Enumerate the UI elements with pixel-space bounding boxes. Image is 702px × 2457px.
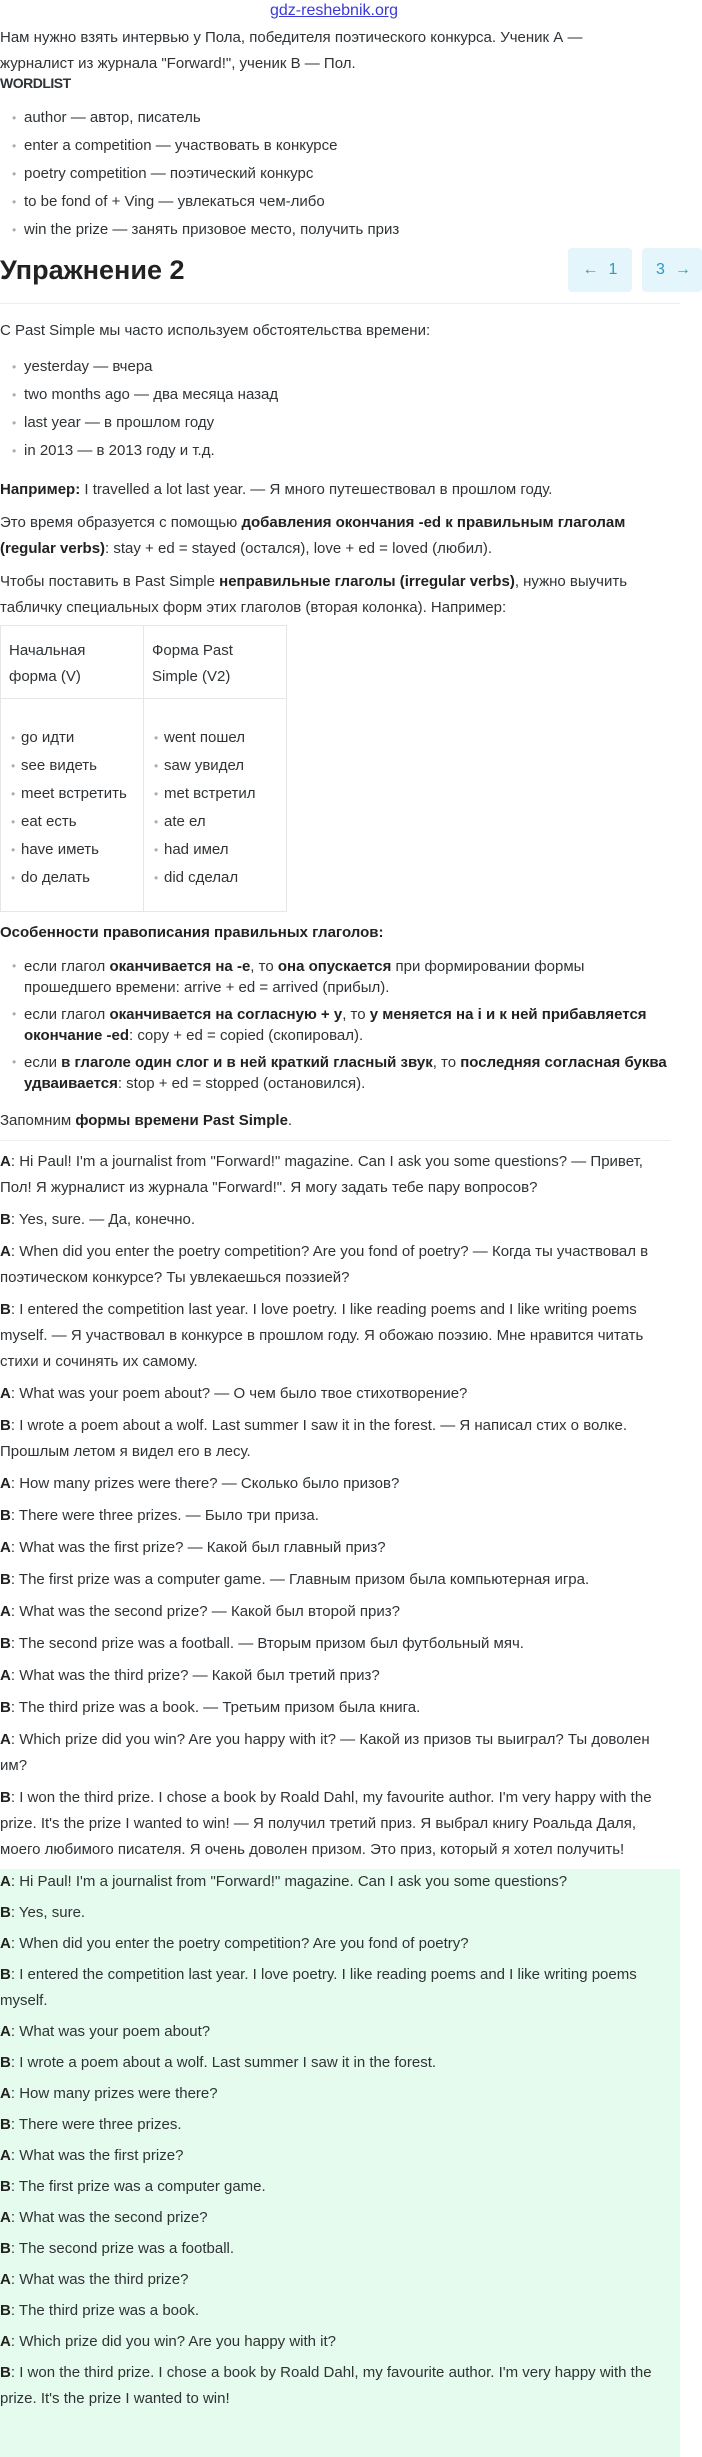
speaker: B <box>0 2302 11 2319</box>
text: , нужно выучить табличку специальных форм этих глаголов (вторая колонка). Например: <box>0 573 628 616</box>
example-label: Например: <box>0 481 81 498</box>
speaker: B <box>0 1211 11 1228</box>
spelling-rules <box>0 956 670 1094</box>
prev-exercise-button[interactable] <box>568 248 632 292</box>
colon: : <box>10 1211 19 1228</box>
line-text: The first prize was a computer game. <box>18 2178 266 2195</box>
line-text: What was the first prize? <box>19 2147 184 2164</box>
bold-text: последняя согласная буква удваивается <box>24 1054 667 1092</box>
colon: : <box>10 1731 20 1748</box>
colon: : <box>10 1385 20 1402</box>
verb-item: • had имел <box>154 837 286 864</box>
table-cell <box>1 699 144 912</box>
colon: : <box>10 1475 20 1492</box>
colon: : <box>10 2302 19 2319</box>
colon: : <box>10 1966 20 1983</box>
dialogue-line <box>0 1149 670 1201</box>
colon: : <box>10 1873 20 1890</box>
time-word-item: • last year — в прошлом году <box>0 410 670 437</box>
regular-verbs-rule <box>0 510 670 562</box>
text: , то <box>250 958 278 975</box>
colon: : <box>10 1935 20 1952</box>
example-text: I travelled a lot last year. — Я много путешествовал в прошлом году. <box>80 481 553 498</box>
grammar-section <box>0 318 680 2457</box>
verb-item: • eat есть <box>11 809 143 836</box>
speaker: B <box>0 1789 11 1806</box>
line-text: The second prize was a football. — Вторым призом был футбольный мяч. <box>18 1635 524 1652</box>
dialogue-line <box>0 2267 680 2293</box>
arrow-right-icon: → <box>674 261 691 278</box>
dialogue-line <box>0 2205 680 2231</box>
line-text: What was the second prize? <box>19 2209 208 2226</box>
dialogue-line <box>0 1207 670 1233</box>
colon: : <box>10 2271 20 2288</box>
dialogue-line <box>0 1962 680 2014</box>
dialogue-line <box>0 2360 680 2412</box>
speaker: A <box>0 1873 11 1890</box>
colon: : <box>10 2209 20 2226</box>
speaker: A <box>0 1667 11 1684</box>
speaker: A <box>0 1385 11 1402</box>
colon: : <box>10 2116 19 2133</box>
speaker: B <box>0 1904 11 1921</box>
irregular-verbs-rule <box>0 569 670 621</box>
speaker: A <box>0 1539 11 1556</box>
speaker: A <box>0 1153 11 1170</box>
verb-item: • do делать <box>11 865 143 892</box>
speaker: B <box>0 1635 11 1652</box>
line-text: The first prize was a computer game. — Главным призом была компьютерная игра. <box>18 1571 590 1588</box>
verb-item: • have иметь <box>11 837 143 864</box>
line-text: I won the third prize. I chose a book by Roald Dahl, my favourite author. I'm very happy with the prize. It's the prize I wanted to win! <box>0 2364 652 2407</box>
line-text: I entered the competition last year. I love poetry. I like reading poems and I like writing poems myself. <box>0 1966 637 2009</box>
dialogue-line <box>0 2174 680 2200</box>
prev-exercise-label: 1 <box>608 261 618 278</box>
dialogue-line <box>0 2112 680 2138</box>
spelling-title <box>0 920 670 946</box>
speaker: A <box>0 1731 11 1748</box>
grammar-intro: С Past Simple мы часто используем обстоятельства времени: <box>0 322 431 339</box>
colon: : <box>10 1539 20 1556</box>
line-text: What was the third prize? <box>19 2271 189 2288</box>
task-intro: Нам нужно взять интервью у Пола, победителя поэтического конкурса. Ученик А — журналист из журнала "Forward!", ученик В — Пол. <box>0 29 583 72</box>
wordlist-item: • author — автор, писатель <box>0 105 399 132</box>
speaker: B <box>0 2054 11 2071</box>
text: если глагол <box>24 958 110 975</box>
line-text: Yes, sure. <box>18 1904 86 1921</box>
line-text: What was your poem about? — О чем было твое стихотворение? <box>19 1385 468 1402</box>
dialogue-line <box>0 1727 670 1779</box>
remember <box>0 1108 670 1134</box>
text: . <box>287 1112 293 1129</box>
colon: : <box>10 1699 19 1716</box>
speaker: B <box>0 2178 11 2195</box>
dialogue-line <box>0 2143 680 2169</box>
bold-text: формы времени Past Simple <box>75 1112 288 1129</box>
colon: : <box>10 2147 20 2164</box>
line-text: There were three prizes. <box>18 2116 182 2133</box>
dialogue-with-translation <box>0 1149 670 1863</box>
answer-block <box>0 1869 680 2457</box>
dialogue-line <box>0 1567 670 1593</box>
speaker: B <box>0 2116 11 2133</box>
arrow-left-icon: ← <box>582 261 599 278</box>
speaker: B <box>0 1417 11 1434</box>
line-text: How many prizes were there? <box>19 2085 218 2102</box>
line-text: Yes, sure. — Да, конечно. <box>18 1211 196 1228</box>
dialogue-line <box>0 1381 670 1407</box>
text: Чтобы поставить в Past Simple <box>0 573 220 590</box>
line-text: What was the first prize? — Какой был главный приз? <box>19 1539 386 1556</box>
speaker: A <box>0 2085 11 2102</box>
speaker: B <box>0 2364 11 2381</box>
line-text: What was the second prize? — Какой был второй приз? <box>19 1603 400 1620</box>
dialogue-line <box>0 1931 680 1957</box>
line-text: Hi Paul! I'm a journalist from "Forward!" magazine. Can I ask you some questions? <box>19 1873 568 1890</box>
verb-item: • go идти <box>11 725 143 752</box>
colon: : <box>10 2085 20 2102</box>
line-text: Which prize did you win? Are you happy with it? <box>19 2333 337 2350</box>
text: : stay + ed = stayed (остался), love + ed = loved (любил). <box>105 540 493 557</box>
colon: : <box>10 2054 20 2071</box>
text: Это время образуется с помощью <box>0 514 242 531</box>
line-text: The second prize was a football. <box>18 2240 235 2257</box>
text: если <box>24 1054 62 1071</box>
wordlist-item: • poetry competition — поэтический конкурс <box>0 161 399 188</box>
line-text: How many prizes were there? — Сколько было призов? <box>19 1475 400 1492</box>
speaker: B <box>0 1966 11 1983</box>
next-exercise-button[interactable] <box>642 248 702 292</box>
verb-item: • see видеть <box>11 753 143 780</box>
verb-item: • saw увидел <box>154 753 286 780</box>
line-text: What was the third prize? — Какой был третий приз? <box>19 1667 380 1684</box>
dialogue-line <box>0 1471 670 1497</box>
spelling-rule <box>0 1004 670 1046</box>
speaker: B <box>0 2240 11 2257</box>
line-text: I wrote a poem about a wolf. Last summer I saw it in the forest. <box>19 2054 437 2071</box>
colon: : <box>10 1417 20 1434</box>
speaker: A <box>0 2271 11 2288</box>
colon: : <box>10 2023 20 2040</box>
wordlist <box>0 105 399 245</box>
text: : copy + ed = copied (скопировал). <box>129 1027 364 1044</box>
verb-table <box>0 625 287 912</box>
divider <box>0 303 680 304</box>
colon: : <box>10 2364 20 2381</box>
speaker: A <box>0 2147 11 2164</box>
verb-item: • ate ел <box>154 809 286 836</box>
text: : stop + ed = stopped (остановился). <box>117 1075 366 1092</box>
spelling-rule <box>0 956 670 998</box>
line-text: I won the third prize. I chose a book by Roald Dahl, my favourite author. I'm very happy with the prize. It's the prize I wanted to win! — Я получил третий приз. Я выбрал книгу Роальда Даля, моего любимого писателя. Я очень доволен призом. Это приз, который я хотел получить! <box>0 1789 652 1858</box>
dialogue-line <box>0 2019 680 2045</box>
line-text: Hi Paul! I'm a journalist from "Forward!" magazine. Can I ask you some questions? — Привет, Пол! Я журналист из журнала "Forward!". Я могу задать тебе пару вопросов? <box>0 1153 643 1196</box>
dialogue-line <box>0 1413 670 1465</box>
line-text: The third prize was a book. — Третьим призом была книга. <box>18 1699 421 1716</box>
verb-item: • went пошел <box>154 725 286 752</box>
table-header: Форма Past Simple (V2) <box>144 626 287 699</box>
dialogue-line <box>0 2050 680 2076</box>
verb-item: • met встретил <box>154 781 286 808</box>
speaker: B <box>0 1301 11 1318</box>
speaker: A <box>0 1243 11 1260</box>
colon: : <box>10 1667 20 1684</box>
text: Запомним <box>0 1112 76 1129</box>
bold-text: в глаголе один слог и в ней краткий гласный звук <box>61 1054 433 1071</box>
line-text: I entered the competition last year. I love poetry. I like reading poems and I like writing poems myself. — Я участвовал в конкурсе в прошлом году. Я обожаю поэзию. Мне нравится читать стихи и сочинять их самому. <box>0 1301 644 1370</box>
bold-text: добавления окончания -ed к правильным глаголам (regular verbs) <box>0 514 626 557</box>
next-exercise-label: 3 <box>656 261 665 278</box>
colon: : <box>10 1301 20 1318</box>
colon: : <box>10 1243 20 1260</box>
speaker: B <box>0 1699 11 1716</box>
colon: : <box>10 2178 19 2195</box>
dialogue-line <box>0 2081 680 2107</box>
spelling-rule <box>0 1052 670 1094</box>
line-text: When did you enter the poetry competition? Are you fond of poetry? — Когда ты участвовал в поэтическом конкурсе? Ты увлекаешься поэзией? <box>0 1243 649 1286</box>
wordlist-title: WORDLIST <box>0 75 71 91</box>
bold-text: оканчивается на -е <box>109 958 251 975</box>
dialogue-line <box>0 1785 670 1863</box>
exercise-title: Упражнение 2 <box>0 255 185 285</box>
dialogue-line <box>0 1631 670 1657</box>
time-words-list <box>0 354 670 465</box>
dialogue-line <box>0 1663 670 1689</box>
line-text: I wrote a poem about a wolf. Last summer I saw it in the forest. — Я написал стих о волке. Прошлым летом я видел его в лесу. <box>0 1417 627 1460</box>
speaker: A <box>0 2023 11 2040</box>
speaker: A <box>0 1475 11 1492</box>
line-text: There were three prizes. — Было три приза. <box>18 1507 319 1524</box>
dialogue-line <box>0 1503 670 1529</box>
text: при формировании формы прошедшего времени: arrive + ed = arrived (прибыл). <box>24 958 585 996</box>
colon: : <box>10 1153 20 1170</box>
speaker: A <box>0 1935 11 1952</box>
example <box>0 477 670 503</box>
wordlist-item: • enter a competition — участвовать в конкурсе <box>0 133 399 160</box>
colon: : <box>10 1603 20 1620</box>
table-cell <box>144 699 287 912</box>
dialogue-line <box>0 1599 670 1625</box>
speaker: A <box>0 2333 11 2350</box>
speaker: B <box>0 1571 11 1588</box>
line-text: Which prize did you win? Are you happy with it? — Какой из призов ты выиграл? Ты доволен им? <box>0 1731 650 1774</box>
dialogue-line <box>0 1695 670 1721</box>
dialogue-line <box>0 1297 670 1375</box>
bold-text: оканчивается на согласную + у <box>109 1006 343 1023</box>
colon: : <box>10 1571 19 1588</box>
colon: : <box>10 1904 19 1921</box>
speaker: A <box>0 2209 11 2226</box>
text: , то <box>342 1006 370 1023</box>
text: , то <box>432 1054 461 1071</box>
time-word-item: • yesterday — вчера <box>0 354 670 381</box>
colon: : <box>10 1635 19 1652</box>
colon: : <box>10 1507 19 1524</box>
dialogue-line <box>0 2329 680 2355</box>
table-header: Начальная форма (V) <box>1 626 144 699</box>
divider <box>0 1140 670 1141</box>
wordlist-item: • win the prize — занять призовое место, получить приз <box>0 217 399 244</box>
colon: : <box>10 2333 20 2350</box>
dialogue-line <box>0 1869 680 1895</box>
bold-text: она опускается <box>277 958 392 975</box>
speaker: A <box>0 1603 11 1620</box>
colon: : <box>10 2240 19 2257</box>
time-word-item: • two months ago — два месяца назад <box>0 382 670 409</box>
bold-text: Особенности правописания правильных глаголов: <box>0 924 384 941</box>
line-text: What was your poem about? <box>19 2023 211 2040</box>
bold-text: у меняется на i и к ней прибавляется окончание -ed <box>24 1006 647 1044</box>
wordlist-item: • to be fond of + Ving — увлекаться чем-либо <box>0 189 399 216</box>
time-word-item: • in 2013 — в 2013 году и т.д. <box>0 438 670 465</box>
dialogue-line <box>0 2236 680 2262</box>
text: если глагол <box>24 1006 110 1023</box>
line-text: When did you enter the poetry competition? Are you fond of poetry? <box>19 1935 469 1952</box>
colon: : <box>10 1789 20 1806</box>
dialogue-line <box>0 1535 670 1561</box>
dialogue-line <box>0 1900 680 1926</box>
dialogue-line <box>0 1239 670 1291</box>
line-text: The third prize was a book. <box>18 2302 200 2319</box>
watermark-link[interactable]: gdz-reshebnik.org <box>270 2 399 19</box>
speaker: B <box>0 1507 11 1524</box>
verb-item: • meet встретить <box>11 781 143 808</box>
dialogue-line <box>0 2298 680 2324</box>
bold-text: неправильные глаголы (irregular verbs) <box>219 573 515 590</box>
verb-item: • did сделал <box>154 865 286 892</box>
